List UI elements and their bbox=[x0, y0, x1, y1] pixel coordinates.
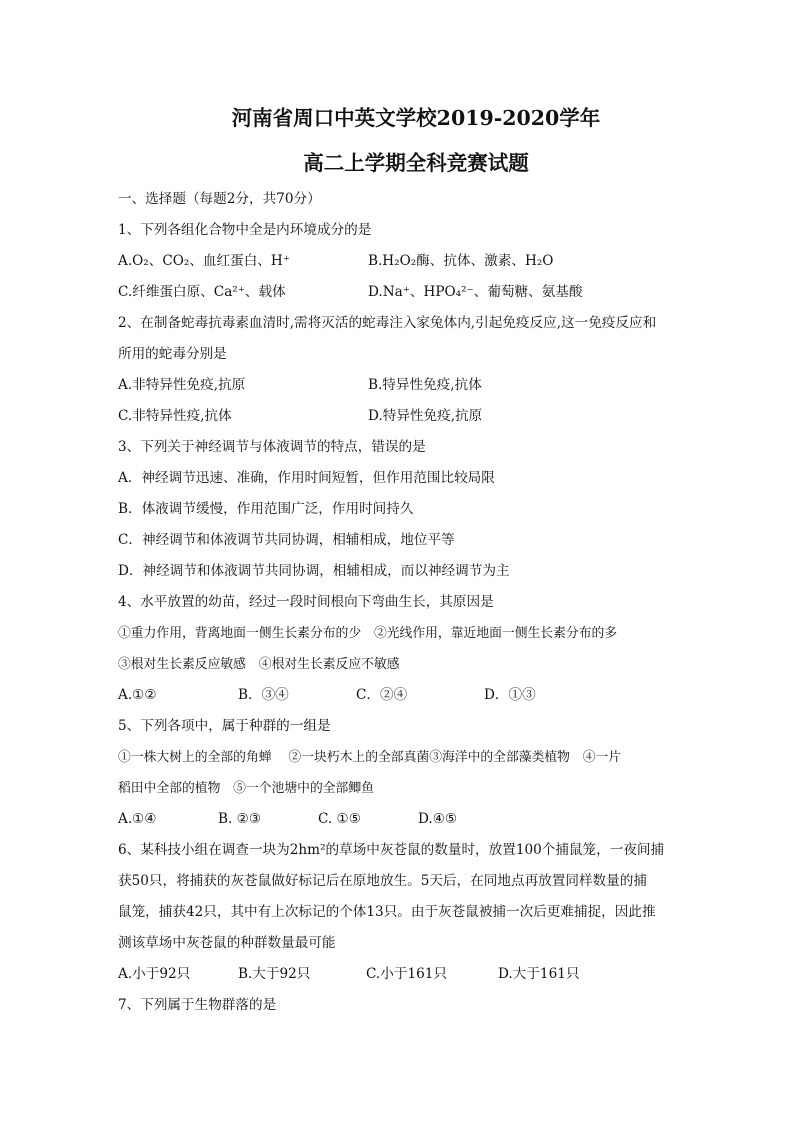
q5-options-row bbox=[118, 804, 714, 835]
q1-options-row2 bbox=[118, 277, 714, 308]
q1-options-row1 bbox=[118, 246, 714, 277]
q7-stem: 7、下列属于生物群落的是 bbox=[118, 997, 277, 1013]
q6-options-row bbox=[118, 959, 714, 990]
q2-options-row1 bbox=[118, 370, 714, 401]
q4-statement-line2: ③根对生长素反应敏感 ④根对生长素反应不敏感 bbox=[118, 657, 400, 672]
q4-option-a: A.①② bbox=[118, 687, 157, 703]
q2-option-d: D.特异性免疫,抗原 bbox=[368, 408, 483, 424]
q6-option-d: D.大于161只 bbox=[498, 966, 580, 982]
q3-option-c: C．神经调节和体液调节共同协调，相辅相成，地位平等 bbox=[118, 532, 455, 548]
q2-option-c: C.非特异性疫,抗体 bbox=[118, 408, 232, 424]
q3-option-a: A．神经调节迅速、准确，作用时间短暂，但作用范围比较局限 bbox=[118, 470, 495, 486]
q4-option-b: B．③④ bbox=[238, 687, 289, 703]
q6-option-c: C.小于161只 bbox=[366, 966, 447, 982]
q2-option-a: A.非特异性免疫,抗原 bbox=[118, 377, 246, 393]
q2-option-b: B.特异性免疫,抗体 bbox=[368, 377, 482, 393]
q6-stem-line3: 鼠笼，捕获42只，其中有上次标记的个体13只。由于灰苍鼠被捕一次后更难捕捉，因此推 bbox=[118, 904, 656, 920]
q2-stem-line1: 2、在制备蛇毒抗毒素血清时,需将灭活的蛇毒注入家兔体内,引起免疫反应,这一免疫反应和 bbox=[118, 315, 657, 331]
q6-stem-line1: 6、某科技小组在调查一块为2hm²的草场中灰苍鼠的数量时，放置100个捕鼠笼，一夜间捕 bbox=[118, 842, 665, 858]
q6-option-a: A.小于92只 bbox=[118, 966, 191, 982]
q5-option-c: C. ①⑤ bbox=[318, 811, 361, 827]
q4-option-c: C．②④ bbox=[356, 687, 408, 703]
q5-option-b: B. ②③ bbox=[218, 811, 262, 827]
q2-options-row2 bbox=[118, 401, 714, 432]
q4-option-d: D．①③ bbox=[484, 687, 536, 703]
q1-option-a: A.O₂、CO₂、血红蛋白、H⁺ bbox=[118, 253, 290, 269]
q6-stem-line4: 测该草场中灰苍鼠的种群数量最可能 bbox=[118, 935, 336, 951]
q6-stem-line2: 获50只，将捕获的灰苍鼠做好标记后在原地放生。5天后，在同地点再放置同样数量的捕 bbox=[118, 873, 647, 889]
q3-option-b: B．体液调节缓慢，作用范围广泛，作用时间持久 bbox=[118, 501, 414, 517]
q5-option-a: A.①④ bbox=[118, 811, 157, 827]
q1-option-d: D.Na⁺、HPO₄²⁻、葡萄糖、氨基酸 bbox=[368, 284, 583, 300]
q5-option-d: D.④⑤ bbox=[418, 811, 458, 827]
q1-option-c: C.纤维蛋白原、Ca²⁺、载体 bbox=[118, 284, 286, 300]
q3-stem: 3、下列关于神经调节与体液调节的特点，错误的是 bbox=[118, 439, 426, 455]
q6-option-b: B.大于92只 bbox=[238, 966, 311, 982]
exam-title-line1: 河南省周口中英文学校2019-2020学年 bbox=[231, 106, 601, 130]
q4-stem: 4、水平放置的幼苗，经过一段时间根向下弯曲生长，其原因是 bbox=[118, 594, 494, 610]
exam-title-line2: 高二上学期全科竞赛试题 bbox=[303, 151, 529, 175]
q5-statement-line2: 稻田中全部的植物 ⑤一个池塘中的全部鲫鱼 bbox=[118, 781, 374, 796]
q1-option-b: B.H₂O₂酶、抗体、激素、H₂O bbox=[368, 253, 554, 269]
q2-stem-line2: 所用的蛇毒分别是 bbox=[118, 346, 227, 362]
q1-stem: 1、下列各组化合物中全是内环境成分的是 bbox=[118, 222, 372, 238]
q4-options-row bbox=[118, 680, 714, 711]
q5-stem: 5、下列各项中，属于种群的一组是 bbox=[118, 718, 331, 734]
q4-statement-line1: ①重力作用，背离地面一侧生长素分布的少 ②光线作用，靠近地面一侧生长素分布的多 bbox=[118, 626, 618, 641]
q5-statement-line1: ①一株大树上的全部的角蝉 ②一块朽木上的全部真菌③海洋中的全部藻类植物 ④一片 bbox=[118, 750, 622, 765]
section-heading: 一、选择题（每题2分，共70分） bbox=[118, 191, 321, 207]
q3-option-d: D．神经调节和体液调节共同协调，相辅相成，而以神经调节为主 bbox=[118, 563, 510, 579]
